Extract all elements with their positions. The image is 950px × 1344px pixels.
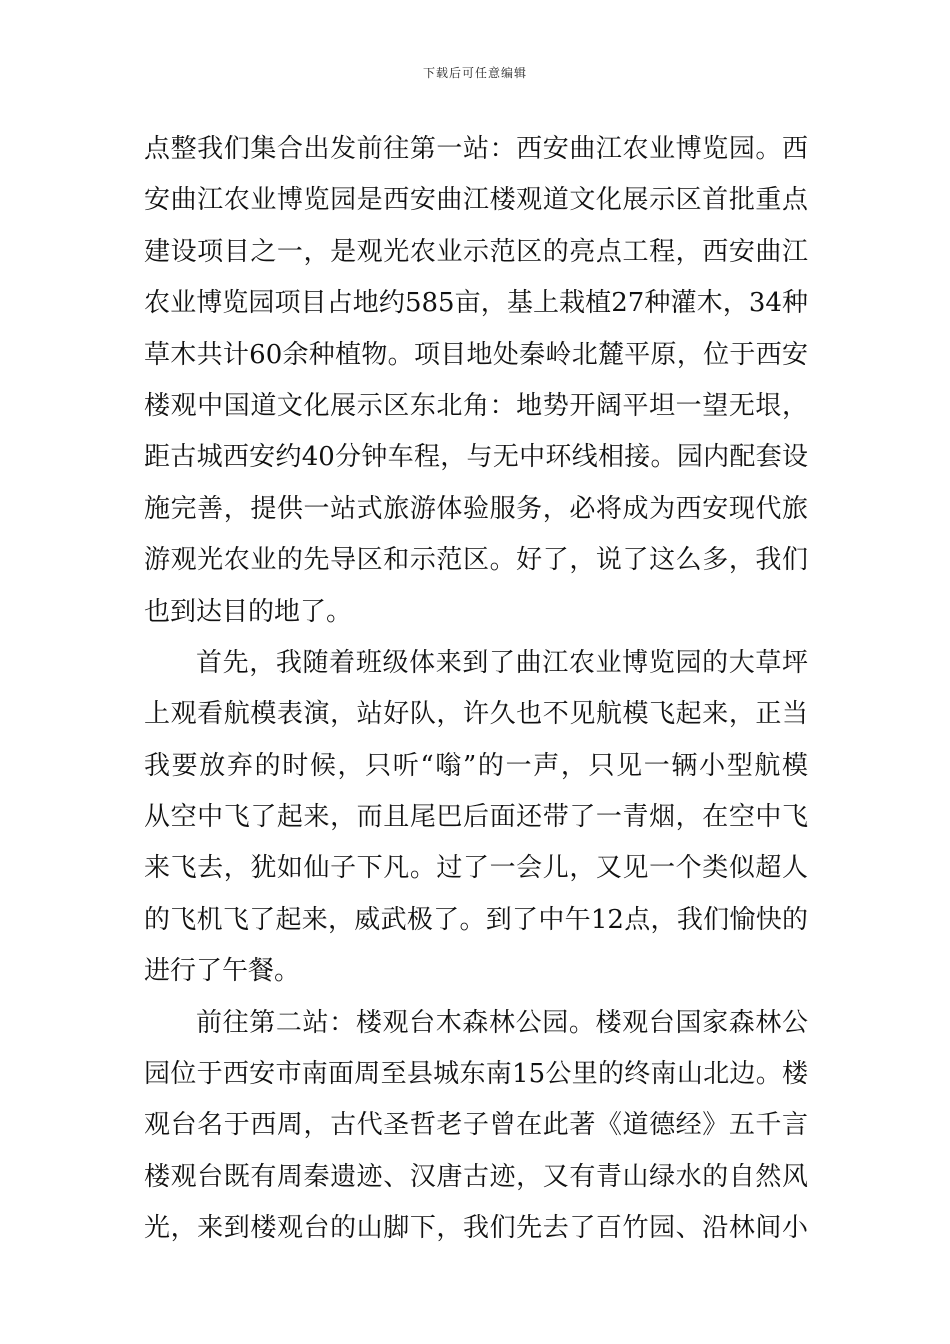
page-header: 下载后可任意编辑	[422, 66, 527, 80]
text-line: 的飞机飞了起来，威武极了。到了中午12点，我们愉快的	[144, 904, 808, 935]
text-line: 楼观台既有周秦遗迹、汉唐古迹，又有青山绿水的自然风	[144, 1161, 808, 1192]
text-line: 楼观中国道文化展示区东北角：地势开阔平坦一望无垠，	[144, 390, 808, 421]
text-line: 建设项目之一，是观光农业示范区的亮点工程，西安曲江	[144, 236, 808, 267]
text-line: 首先，我随着班级体来到了曲江农业博览园的大草坪	[196, 647, 808, 678]
text-line: 前往第二站：楼观台木森林公园。楼观台国家森林公	[196, 1007, 808, 1038]
text-line: 园位于西安市南面周至县城东南15公里的终南山北边。楼	[144, 1059, 808, 1090]
text-line: 上观看航模表演，站好队，许久也不见航模飞起来，正当	[144, 699, 808, 730]
text-line: 从空中飞了起来，而且尾巴后面还带了一青烟，在空中飞	[144, 802, 808, 833]
text-line: 安曲江农业博览园是西安曲江楼观道文化展示区首批重点	[144, 185, 808, 216]
text-line: 光，来到楼观台的山脚下，我们先去了百竹园、沿林间小	[144, 1213, 808, 1244]
text-line: 距古城西安约40分钟车程，与无中环线相接。园内配套设	[144, 442, 808, 473]
text-line: 进行了午餐。	[144, 956, 301, 987]
document-body	[144, 124, 808, 1255]
text-line: 点整我们集合出发前往第一站：西安曲江农业博览园。西	[144, 134, 808, 164]
text-line: 观台名于西周，古代圣哲老子曾在此著《道德经》五千言	[144, 1110, 808, 1141]
text-line: 农业博览园项目占地约585亩，基上栽植27种灌木，34种	[144, 288, 808, 319]
text-line: 游观光农业的先导区和示范区。好了，说了这么多，我们	[144, 545, 808, 576]
text-line: 来飞去，犹如仙子下凡。过了一会儿，又见一个类似超人	[144, 853, 808, 884]
text-line: 施完善，提供一站式旅游体验服务，必将成为西安现代旅	[144, 493, 808, 524]
text-line: 草木共计60余种植物。项目地处秦岭北麓平原，位于西安	[144, 339, 808, 370]
text-line: 也到达目的地了。	[144, 596, 353, 627]
text-line: 我要放弃的时候，只听“嗡”的一声，只见一辆小型航模	[144, 750, 808, 781]
